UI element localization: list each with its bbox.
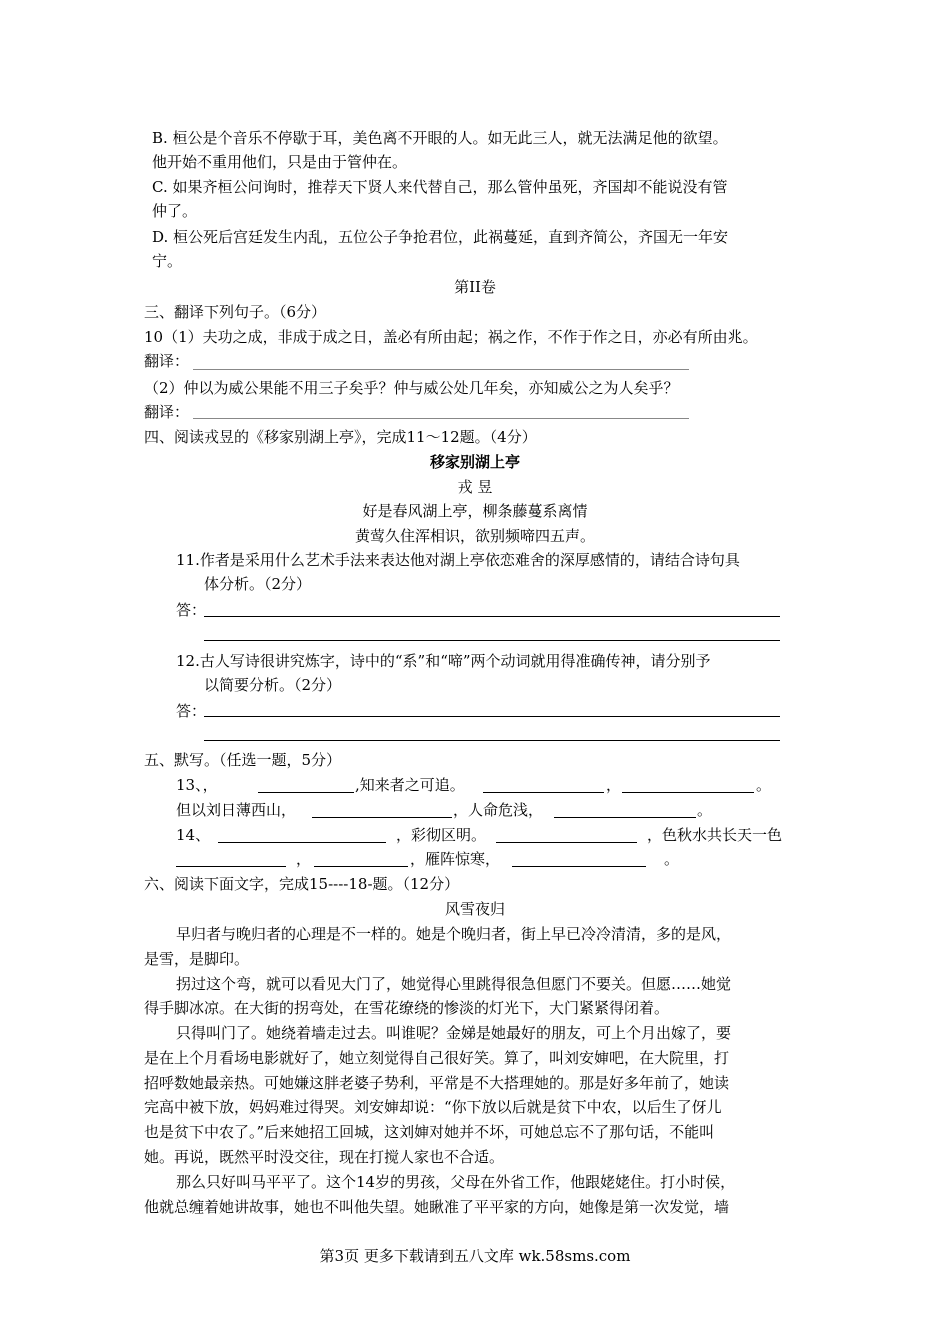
volume-title: 第II卷 (454, 278, 496, 296)
fill-blank-14b[interactable] (496, 842, 637, 843)
question-13-comma: ， (606, 776, 622, 794)
fill-blank-13c[interactable] (622, 792, 754, 793)
fill-blank-14c[interactable] (176, 866, 286, 867)
question-14-line2a: ， (296, 850, 312, 868)
section5-heading: 五、默写。（任选一题，5分） (144, 751, 342, 769)
answer-line-11a[interactable] (204, 616, 780, 617)
story-line: 拐过这个弯，就可以看见大门了，她觉得心里跳得很急但愿门不要关。但愿……她觉 (176, 975, 732, 993)
question-13-line2a: 但以刘日薄西山， (176, 801, 297, 819)
poem-author: 戎 昱 (457, 478, 493, 496)
question-11-line2: 体分析。（2分） (204, 575, 312, 593)
story-line: 招呼数她最亲热。可她嫌这胖老婆子势利，平常是不大搭理她的。那是好多年前了，她读 (144, 1074, 730, 1092)
story-line: 是雪，是脚印。 (144, 950, 250, 968)
option-d-line2: 宁。 (152, 252, 183, 270)
story-line: 完高中被下放，妈妈难过得哭。刘安婶却说：“你下放以后就是贫下中农，以后生了伢儿 (144, 1098, 722, 1116)
story-line: 早归者与晚归者的心理是不一样的。她是个晚归者，街上早已冷冷清清，多的是风， (176, 925, 732, 943)
answer-label-12: 答： (176, 702, 207, 720)
question-13-line2c: 。 (697, 801, 713, 819)
option-c-line2: 仲了。 (152, 202, 198, 220)
question-14-line2b: ，雁阵惊寒， (410, 850, 501, 868)
question-12-line1: 12.古人写诗很讲究炼字，诗中的“系”和“啼”两个动词就用得准确传神，请分别予 (176, 652, 711, 670)
question-13-number: 13、， (176, 776, 218, 794)
question-10-2: （2）仲以为威公果能不用三子矣乎？仲与威公处几年矣，亦知威公之为人矣乎？ (144, 379, 679, 397)
story-line: 他就总缠着她讲故事，她也不叫他失望。她瞅准了平平家的方向，她像是第一次发觉，墙 (144, 1198, 730, 1216)
question-14-text1: ，彩彻区明。 (396, 826, 487, 844)
story-line: 只得叫门了。她绕着墙走过去。叫谁呢？金娣是她最好的朋友，可上个月出嫁了，要 (176, 1024, 732, 1042)
question-14-number: 14、 (176, 826, 211, 844)
question-10-1: 10（1）夫功之成，非成于成之日，盖必有所由起；祸之作，不作于作之日，亦必有所由兆。 (144, 328, 758, 346)
question-14-text2: ，色秋水共长天一色 (647, 826, 783, 844)
story-line: 是在上个月看场电影就好了，她立刻觉得自己很好笑。算了，叫刘安婶吧，在大院里，打 (144, 1049, 730, 1067)
option-b-line1: B. 桓公是个音乐不停歇于耳，美色离不开眼的人。如无此三人，就无法满足他的欲望。 (152, 129, 728, 147)
poem-line-2: 黄莺久住浑相识，欲别频啼四五声。 (354, 527, 595, 545)
section6-heading: 六、阅读下面文字，完成15----18-题。（12分） (144, 875, 460, 893)
question-13-end: 。 (756, 776, 772, 794)
option-d-line1: D. 桓公死后宫廷发生内乱，五位公子争抢君位，此祸蔓延，直到齐简公，齐国无一年安 (152, 228, 729, 246)
story-line: 那么只好叫马平平了。这个14岁的男孩，父母在外省工作，他跟姥姥住。打小时侯， (176, 1173, 736, 1191)
translate-answer-line-2[interactable] (193, 418, 689, 419)
story-line: 她。再说，既然平时没交往，现在打搅人家也不合适。 (144, 1148, 505, 1166)
fill-blank-14e[interactable] (512, 866, 646, 867)
answer-label-11: 答： (176, 601, 207, 619)
fill-blank-14d[interactable] (314, 866, 408, 867)
fill-blank-13e[interactable] (554, 817, 696, 818)
question-13-text1: ,知来者之可追。 (355, 776, 465, 794)
translate-label-2: 翻译： (144, 403, 190, 421)
fill-blank-14a[interactable] (218, 842, 386, 843)
option-b-line2: 他开始不重用他们，只是由于管仲在。 (152, 153, 408, 171)
section4-heading: 四、阅读戎昱的《移家别湖上亭》，完成11～12题。（4分） (144, 428, 537, 446)
poem-line-1: 好是春风湖上亭，柳条藤蔓系离情 (362, 502, 588, 520)
option-c-line1: C. 如果齐桓公问询时，推荐天下贤人来代替自己，那么管仲虽死，齐国却不能说没有管 (152, 178, 728, 196)
translate-label-1: 翻译： (144, 352, 190, 370)
story-line: 也是贫下中农了。”后来她招工回城，这刘婶对她并不坏，可她总忘不了那句话，不能叫 (144, 1123, 715, 1141)
page-footer: 第3页 更多下载请到五八文库 wk.58sms.com (319, 1247, 631, 1265)
answer-line-11b[interactable] (204, 640, 780, 641)
story-title: 风雪夜归 (444, 900, 505, 918)
question-13-line2b: ，人命危浅， (453, 801, 544, 819)
translate-answer-line-1[interactable] (193, 369, 689, 370)
answer-line-12b[interactable] (204, 740, 780, 741)
question-14-line2c: 。 (664, 850, 680, 868)
story-line: 得手脚冰凉。在大街的拐弯处，在雪花缭绕的惨淡的灯光下，大门紧紧得闭着。 (144, 999, 670, 1017)
answer-line-12a[interactable] (204, 716, 780, 717)
question-11-line1: 11.作者是采用什么艺术手法来表达他对湖上亭依恋难舍的深厚感情的，请结合诗句具 (176, 551, 740, 569)
fill-blank-13b[interactable] (483, 792, 604, 793)
section3-heading: 三、翻译下列句子。（6分） (144, 303, 327, 321)
fill-blank-13a[interactable] (258, 792, 354, 793)
question-12-line2: 以简要分析。（2分） (204, 676, 342, 694)
poem-title: 移家别湖上亭 (429, 453, 520, 471)
fill-blank-13d[interactable] (312, 817, 452, 818)
